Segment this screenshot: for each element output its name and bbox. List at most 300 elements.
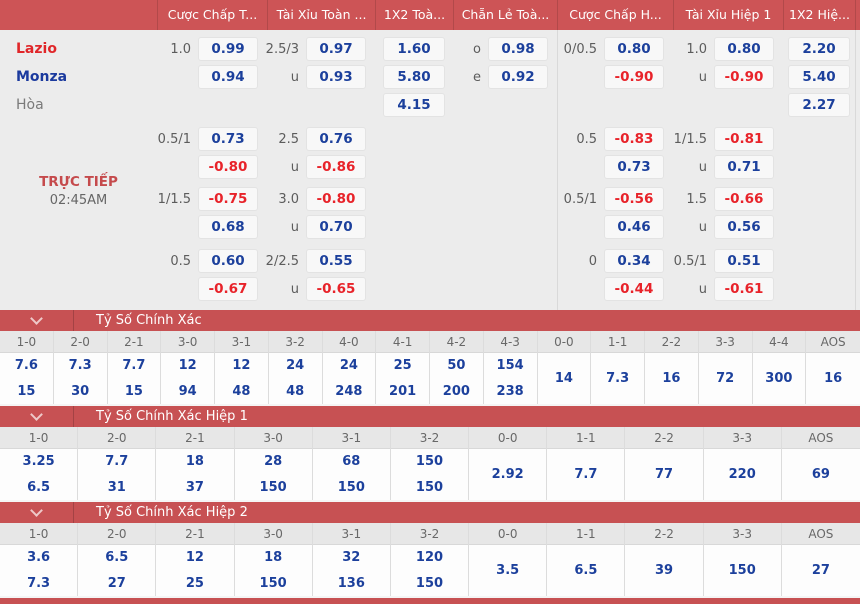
- score-odds[interactable]: 300: [765, 371, 793, 386]
- score-header: 4-3: [484, 331, 537, 353]
- odds-cell: [157, 126, 267, 152]
- odds-box[interactable]: 0.71: [714, 155, 774, 179]
- odds-box[interactable]: -0.90: [714, 65, 774, 89]
- score-column: [313, 523, 391, 596]
- score-odds[interactable]: 120: [415, 550, 444, 566]
- score-odds[interactable]: 72: [716, 371, 735, 386]
- score-section: [0, 406, 860, 500]
- score-values: [484, 353, 537, 404]
- score-odds[interactable]: 7.7: [105, 454, 129, 470]
- score-values: [625, 545, 702, 596]
- correct-score-sections: [0, 310, 860, 596]
- score-odds[interactable]: 154: [496, 358, 524, 374]
- odds-box[interactable]: 0.98: [488, 37, 548, 61]
- chevron-cell[interactable]: [0, 406, 74, 427]
- score-odds[interactable]: 69: [811, 467, 830, 482]
- score-header: 1-0: [0, 331, 53, 353]
- score-column: [156, 523, 234, 596]
- score-header: AOS: [806, 331, 860, 353]
- score-values: [704, 449, 781, 500]
- odds-cell: [557, 126, 673, 152]
- score-header: 1-0: [0, 427, 77, 449]
- score-odds[interactable]: 48: [286, 383, 305, 399]
- score-header: 2-1: [156, 523, 233, 545]
- odds-cell: [157, 214, 267, 240]
- score-odds[interactable]: 150: [415, 479, 444, 495]
- score-header: 2-1: [108, 331, 161, 353]
- score-values: [0, 449, 77, 500]
- score-column: [645, 331, 699, 404]
- score-odds[interactable]: 39: [654, 563, 674, 578]
- odds-cell: [453, 36, 557, 62]
- draw-label: Hòa: [16, 97, 44, 113]
- odds-cell: [375, 92, 453, 118]
- odds-cell: [673, 36, 783, 62]
- score-header: 3-0: [161, 331, 214, 353]
- score-values: [704, 545, 781, 596]
- score-header: 3-2: [391, 427, 468, 449]
- score-values: [161, 353, 214, 404]
- odds-box[interactable]: -0.44: [604, 277, 664, 301]
- line-label: 0.5/1: [673, 253, 707, 269]
- score-header: 3-2: [269, 331, 322, 353]
- score-header: 2-2: [645, 331, 698, 353]
- header-overunder-h1: Tài Xỉu Hiệp 1: [673, 0, 783, 30]
- score-column: [699, 331, 753, 404]
- score-odds[interactable]: 6.5: [105, 550, 129, 566]
- score-values: [0, 545, 77, 596]
- odds-cell: [375, 64, 453, 90]
- score-column: [782, 523, 860, 596]
- score-column: [469, 427, 547, 500]
- odds-cell: [673, 276, 783, 302]
- line-label: o: [473, 41, 481, 57]
- score-values: [78, 545, 155, 596]
- score-section: [0, 502, 860, 596]
- score-odds[interactable]: 150: [415, 575, 444, 591]
- score-values: [235, 545, 312, 596]
- odds-cell: [557, 36, 673, 62]
- score-grid: [0, 427, 860, 500]
- odds-box[interactable]: 0.70: [306, 215, 366, 239]
- header-handicap-h1: Cược Chấp H...: [557, 0, 673, 30]
- odds-box[interactable]: -0.83: [604, 127, 664, 151]
- score-odds[interactable]: 12: [178, 358, 197, 374]
- score-values: [753, 353, 806, 404]
- score-column: [235, 427, 313, 500]
- score-column: [753, 331, 807, 404]
- line-label: 0/0.5: [563, 41, 597, 57]
- score-header: 3-0: [235, 427, 312, 449]
- odds-row: [0, 276, 860, 302]
- score-odds[interactable]: 12: [185, 550, 204, 566]
- score-odds[interactable]: 68: [342, 454, 361, 470]
- odds-cell: [375, 186, 453, 212]
- score-values: [547, 545, 624, 596]
- odds-cell: [783, 276, 855, 302]
- score-odds[interactable]: 150: [259, 479, 287, 495]
- score-values: [391, 449, 468, 500]
- section-title: Tỷ Số Chính Xác: [96, 313, 202, 328]
- score-odds[interactable]: 7.3: [606, 371, 630, 386]
- odds-box[interactable]: 1.60: [383, 37, 445, 61]
- score-odds[interactable]: 2.92: [491, 467, 524, 482]
- score-odds[interactable]: 15: [124, 383, 143, 399]
- score-odds[interactable]: 220: [728, 467, 756, 482]
- score-values: [215, 353, 268, 404]
- odds-box[interactable]: 0.60: [198, 249, 258, 273]
- line-label: 2.5: [278, 131, 299, 147]
- odds-box[interactable]: -0.75: [198, 187, 258, 211]
- score-column: [391, 427, 469, 500]
- odds-cell: [673, 126, 783, 152]
- odds-box[interactable]: 0.73: [198, 127, 258, 151]
- odds-box[interactable]: 5.80: [383, 65, 445, 89]
- score-odds[interactable]: 6.5: [27, 479, 51, 495]
- odds-cell: [375, 36, 453, 62]
- odds-box[interactable]: -0.80: [306, 187, 366, 211]
- score-odds[interactable]: 7.7: [574, 467, 598, 482]
- score-column: [376, 331, 430, 404]
- score-values: [313, 449, 390, 500]
- odds-box[interactable]: 2.27: [788, 93, 850, 117]
- score-header: 4-4: [753, 331, 806, 353]
- odds-cell: [557, 92, 673, 118]
- odds-cell: [157, 248, 267, 274]
- odds-box[interactable]: 0.94: [198, 65, 258, 89]
- score-odds[interactable]: 28: [264, 454, 283, 470]
- score-odds[interactable]: 150: [415, 454, 444, 470]
- odds-cell: [157, 154, 267, 180]
- odds-box[interactable]: -0.90: [604, 65, 664, 89]
- odds-box[interactable]: -0.81: [714, 127, 774, 151]
- odds-cell: [375, 248, 453, 274]
- section-header[interactable]: [0, 406, 860, 427]
- score-values: [547, 449, 624, 500]
- odds-box[interactable]: -0.67: [198, 277, 258, 301]
- score-odds[interactable]: 150: [259, 575, 287, 591]
- column-divider: [855, 30, 856, 310]
- odds-cell: [557, 64, 673, 90]
- odds-cell: [453, 214, 557, 240]
- score-values: [313, 545, 390, 596]
- score-column: [782, 427, 860, 500]
- score-odds[interactable]: 248: [335, 383, 363, 399]
- score-odds[interactable]: 12: [232, 358, 251, 374]
- score-header: 2-2: [625, 523, 702, 545]
- score-odds[interactable]: 7.3: [68, 358, 92, 374]
- score-odds[interactable]: 94: [178, 383, 197, 399]
- score-odds[interactable]: 32: [342, 550, 361, 566]
- score-column: [547, 523, 625, 596]
- section-header[interactable]: [0, 310, 860, 331]
- score-values: [591, 353, 644, 404]
- score-column: [591, 331, 645, 404]
- header-edge: [855, 0, 860, 30]
- score-odds[interactable]: 15: [17, 383, 36, 399]
- header-1x2-ft: 1X2 Toà...: [375, 0, 453, 30]
- odds-box[interactable]: 0.97: [306, 37, 366, 61]
- score-header: 1-1: [591, 331, 644, 353]
- score-column: [469, 523, 547, 596]
- score-odds[interactable]: 37: [185, 479, 204, 495]
- odds-cell: [375, 276, 453, 302]
- odds-box[interactable]: 0.80: [604, 37, 664, 61]
- score-column: [313, 427, 391, 500]
- line-label: 0.5: [576, 131, 597, 147]
- score-odds[interactable]: 238: [496, 383, 524, 399]
- score-values: [645, 353, 698, 404]
- odds-cell: [783, 214, 855, 240]
- score-odds[interactable]: 150: [728, 563, 756, 578]
- team-label-away: Monza: [16, 69, 68, 85]
- score-odds[interactable]: 31: [107, 479, 126, 495]
- odds-cell: [267, 92, 375, 118]
- score-values: [269, 353, 322, 404]
- line-label: 2/2.5: [265, 253, 299, 269]
- score-header: 3-1: [215, 331, 268, 353]
- odds-row: [0, 214, 860, 240]
- score-odds[interactable]: 18: [264, 550, 283, 566]
- odds-box[interactable]: 5.40: [788, 65, 850, 89]
- score-odds[interactable]: 18: [185, 454, 204, 470]
- odds-box[interactable]: 0.93: [306, 65, 366, 89]
- line-label: u: [290, 159, 299, 175]
- odds-cell: [557, 214, 673, 240]
- line-label: 0.5: [170, 253, 191, 269]
- odds-box[interactable]: -0.61: [714, 277, 774, 301]
- odds-cell: [673, 248, 783, 274]
- score-header: 3-3: [699, 331, 752, 353]
- section-title: Tỷ Số Chính Xác Hiệp 1: [96, 409, 248, 424]
- score-column: [156, 427, 234, 500]
- live-indicator: [0, 174, 157, 208]
- odds-cell: [783, 154, 855, 180]
- score-odds[interactable]: 30: [71, 383, 90, 399]
- score-odds[interactable]: 200: [442, 383, 470, 399]
- score-header: 4-0: [323, 331, 376, 353]
- score-odds[interactable]: 7.6: [14, 358, 38, 374]
- odds-box[interactable]: 4.15: [383, 93, 445, 117]
- line-label: 1/1.5: [157, 191, 191, 207]
- chevron-cell[interactable]: [0, 502, 74, 523]
- odds-box[interactable]: 0.68: [198, 215, 258, 239]
- score-header: 4-2: [430, 331, 483, 353]
- score-odds[interactable]: 24: [286, 358, 305, 374]
- section-title: Tỷ Số Chính Xác Hiệp 2: [96, 505, 248, 520]
- score-column: [538, 331, 592, 404]
- odds-cell: [557, 154, 673, 180]
- header-overunder-ft: Tài Xỉu Toàn ...: [267, 0, 375, 30]
- score-odds[interactable]: 77: [654, 467, 674, 482]
- odds-cell: [673, 214, 783, 240]
- odds-box[interactable]: -0.56: [604, 187, 664, 211]
- score-header: 3-2: [391, 523, 468, 545]
- chevron-down-icon: [30, 312, 43, 325]
- match-time: 02:45AM: [49, 193, 108, 208]
- odds-cell: [453, 276, 557, 302]
- score-values: [108, 353, 161, 404]
- line-label: 1.0: [170, 41, 191, 57]
- score-values: [469, 545, 546, 596]
- odds-cell: [673, 186, 783, 212]
- odds-cell: [375, 126, 453, 152]
- odds-box[interactable]: 0.99: [198, 37, 258, 61]
- odds-cell: [557, 248, 673, 274]
- score-values: [78, 449, 155, 500]
- score-odds[interactable]: 16: [824, 371, 843, 386]
- odds-cell: [673, 154, 783, 180]
- chevron-down-icon: [30, 504, 43, 517]
- score-odds[interactable]: 3.25: [22, 454, 55, 470]
- odds-box[interactable]: -0.65: [306, 277, 366, 301]
- odds-cell: [157, 276, 267, 302]
- score-values: [782, 449, 860, 500]
- odds-cell: [157, 64, 267, 90]
- line-label: u: [290, 281, 299, 297]
- odds-cell: [157, 92, 267, 118]
- odds-cell: [267, 36, 375, 62]
- line-label: 1.0: [686, 41, 707, 57]
- score-values: [469, 449, 546, 500]
- score-column: [108, 331, 162, 404]
- score-column: [235, 523, 313, 596]
- line-label: u: [290, 219, 299, 235]
- score-values: [538, 353, 591, 404]
- score-header: 3-3: [704, 523, 781, 545]
- score-odds[interactable]: 7.7: [122, 358, 146, 374]
- score-column: [430, 331, 484, 404]
- odds-cell: [557, 276, 673, 302]
- line-label: 3.0: [278, 191, 299, 207]
- odds-cell: [783, 92, 855, 118]
- odds-cell: [453, 64, 557, 90]
- score-column: [54, 331, 108, 404]
- score-odds[interactable]: 7.3: [27, 575, 51, 591]
- team-label-home: Lazio: [16, 41, 57, 57]
- odds-box[interactable]: 0.46: [604, 215, 664, 239]
- score-values: [156, 449, 233, 500]
- score-odds[interactable]: 201: [389, 383, 417, 399]
- odds-box[interactable]: 0.73: [604, 155, 664, 179]
- score-column: [0, 523, 78, 596]
- score-header: AOS: [782, 427, 860, 449]
- score-odds[interactable]: 27: [811, 563, 830, 578]
- odds-row: [0, 64, 860, 90]
- header-spacer: [0, 0, 157, 30]
- score-column: [704, 427, 782, 500]
- score-values: [156, 545, 233, 596]
- score-column: [391, 523, 469, 596]
- odds-cell: [267, 214, 375, 240]
- odds-box[interactable]: 0.76: [306, 127, 366, 151]
- score-column: [78, 427, 156, 500]
- odds-box[interactable]: -0.80: [198, 155, 258, 179]
- score-header: 3-1: [313, 427, 390, 449]
- score-header: 3-3: [704, 427, 781, 449]
- odds-box[interactable]: 0.80: [714, 37, 774, 61]
- odds-cell: [267, 154, 375, 180]
- line-label: u: [698, 281, 707, 297]
- score-odds[interactable]: 25: [393, 358, 412, 374]
- odds-cell: [673, 92, 783, 118]
- odds-row: [0, 92, 860, 118]
- odds-cell: [783, 64, 855, 90]
- header-oddeven-ft: Chẵn Lẻ Toà...: [453, 0, 557, 30]
- score-odds[interactable]: 48: [232, 383, 251, 399]
- score-column: [0, 427, 78, 500]
- odds-cell: [267, 126, 375, 152]
- chevron-cell[interactable]: [0, 310, 74, 331]
- odds-cell: [157, 186, 267, 212]
- score-column: [806, 331, 860, 404]
- odds-box[interactable]: 0.92: [488, 65, 548, 89]
- score-values: [323, 353, 376, 404]
- score-column: [323, 331, 377, 404]
- score-header: 0-0: [469, 427, 546, 449]
- live-label: TRỰC TIẾP: [39, 174, 118, 190]
- chevron-down-icon: [30, 408, 43, 421]
- score-header: 2-0: [54, 331, 107, 353]
- header-1x2-h1: 1X2 Hiệ...: [783, 0, 855, 30]
- score-odds[interactable]: 16: [662, 371, 681, 386]
- section-header[interactable]: [0, 502, 860, 523]
- score-column: [269, 331, 323, 404]
- odds-body: [0, 30, 860, 310]
- score-header: 2-0: [78, 427, 155, 449]
- score-odds[interactable]: 25: [185, 575, 204, 591]
- score-header: 3-1: [313, 523, 390, 545]
- score-odds[interactable]: 3.6: [27, 550, 51, 566]
- score-values: [625, 449, 702, 500]
- odds-cell: [453, 154, 557, 180]
- score-column: [547, 427, 625, 500]
- line-label: 0.5/1: [157, 131, 191, 147]
- score-header: 1-1: [547, 523, 624, 545]
- odds-box[interactable]: 0.51: [714, 249, 774, 273]
- score-column: [0, 331, 54, 404]
- odds-box[interactable]: 2.20: [788, 37, 850, 61]
- score-odds[interactable]: 14: [554, 371, 573, 386]
- odds-box[interactable]: 0.34: [604, 249, 664, 273]
- score-odds[interactable]: 3.5: [496, 563, 520, 578]
- score-header: 1-0: [0, 523, 77, 545]
- score-odds[interactable]: 136: [337, 575, 365, 591]
- odds-row: [0, 248, 860, 274]
- odds-group: [0, 126, 860, 180]
- score-odds[interactable]: 24: [339, 358, 358, 374]
- score-values: [391, 545, 468, 596]
- score-column: [484, 331, 538, 404]
- score-odds[interactable]: 27: [107, 575, 126, 591]
- score-odds[interactable]: 50: [447, 358, 466, 374]
- odds-cell: [783, 186, 855, 212]
- odds-box[interactable]: -0.66: [714, 187, 774, 211]
- score-section: [0, 310, 860, 404]
- odds-cell: [375, 214, 453, 240]
- odds-box[interactable]: 0.55: [306, 249, 366, 273]
- score-odds[interactable]: 6.5: [574, 563, 598, 578]
- score-odds[interactable]: 150: [337, 479, 365, 495]
- odds-box[interactable]: -0.86: [306, 155, 366, 179]
- next-section-strip: [0, 596, 860, 604]
- odds-box[interactable]: 0.56: [714, 215, 774, 239]
- odds-group: [0, 248, 860, 302]
- line-label: 0: [588, 253, 597, 269]
- score-values: [782, 545, 860, 596]
- odds-cell: [783, 126, 855, 152]
- score-header: AOS: [782, 523, 860, 545]
